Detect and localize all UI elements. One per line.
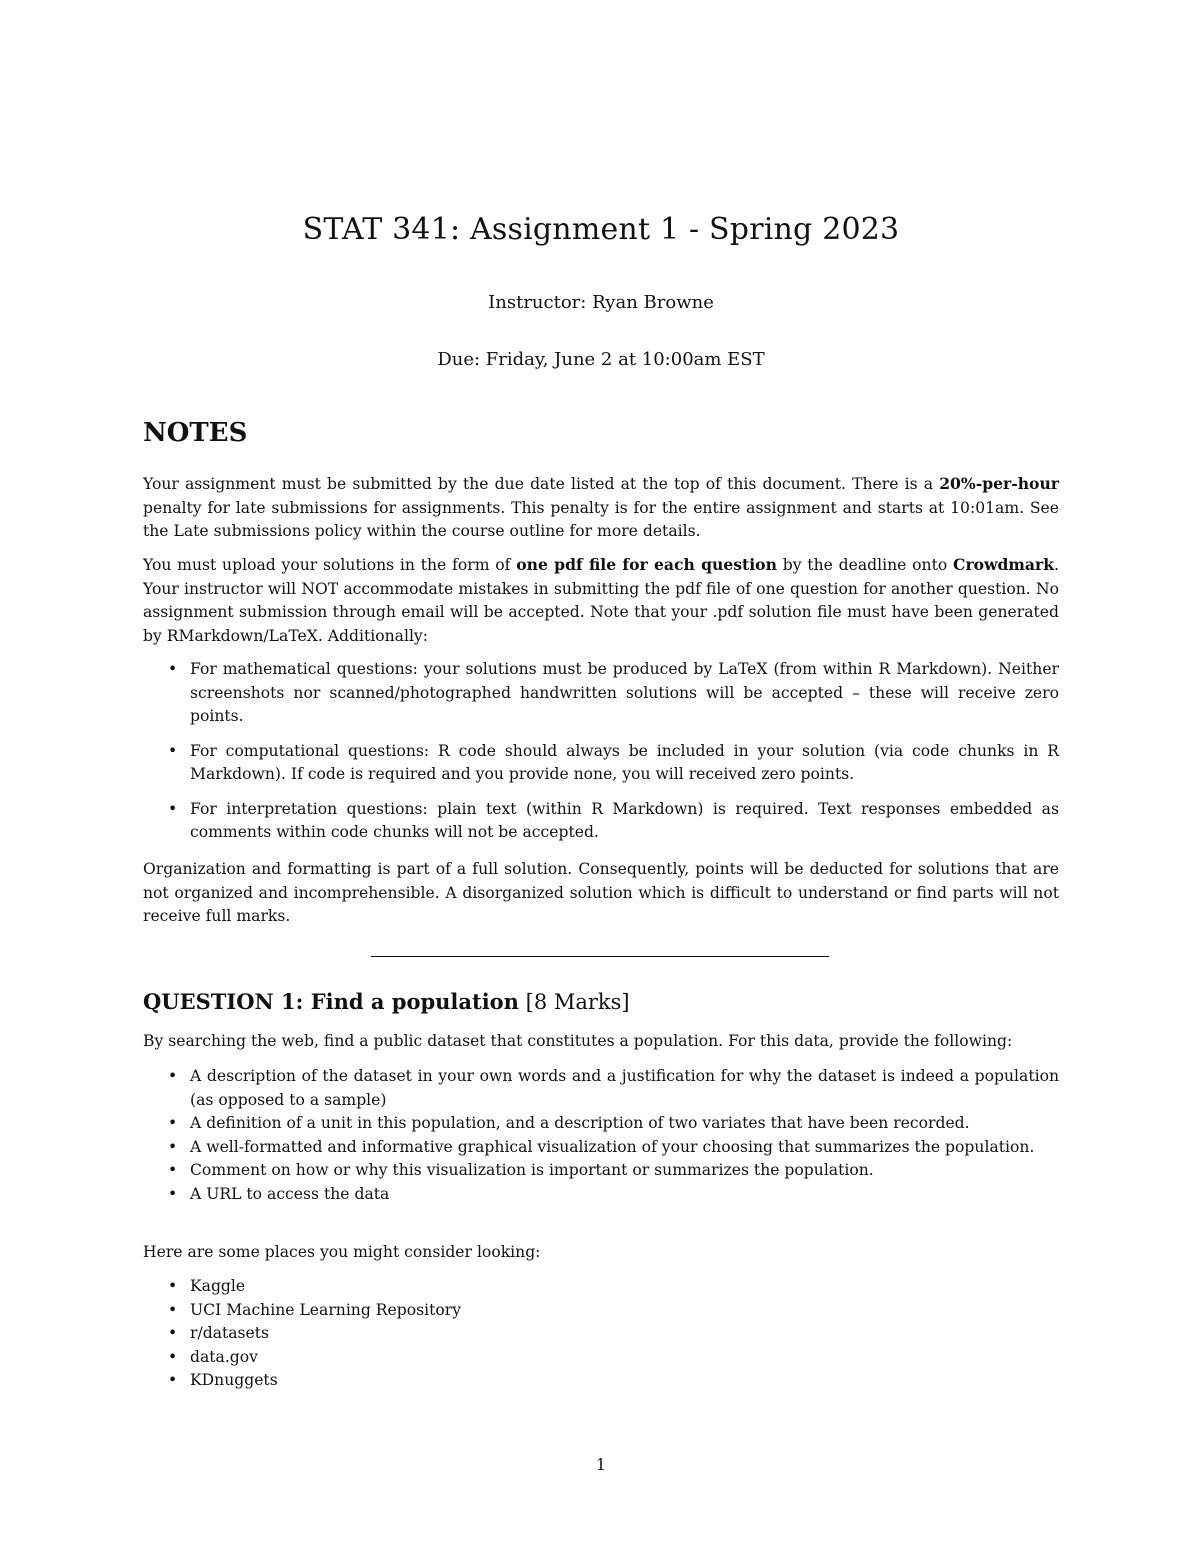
bullet-dot-icon: • xyxy=(168,1137,178,1156)
list-item-text: For interpretation questions: plain text (within R Markdown) is required. Text responses embedded as comments within code chunks will not be accepted. xyxy=(190,799,1059,841)
list-item xyxy=(143,1299,1059,1323)
notes-para1-text-a: Your assignment must be submitted by the due date listed at the top of this document. There is a xyxy=(143,475,940,493)
list-item-text: For mathematical questions: your solutions must be produced by LaTeX (from within R Markdown). Neither screenshots nor scanned/photographed handwritten solutions will be accepted – these will receive zero points. xyxy=(190,660,1059,725)
notes-para2-bold-crowdmark: Crowdmark xyxy=(953,555,1055,574)
notes-para2-text-b: by the deadline onto xyxy=(776,556,954,574)
bullet-dot-icon: • xyxy=(168,1161,178,1179)
bullet-dot-icon: • xyxy=(168,1371,178,1389)
list-item-text: data.gov xyxy=(190,1347,258,1366)
notes-para1-text-b: penalty for late submissions for assignments. This penalty is for the entire assignment and starts at 10:01am. See the Late submissions policy within the course outline for more details. xyxy=(143,498,1059,540)
bullet-dot-icon: • xyxy=(168,1347,178,1366)
list-item-text: r/datasets xyxy=(190,1324,270,1342)
list-item-text: Kaggle xyxy=(190,1277,246,1295)
list-item xyxy=(143,740,1059,787)
notes-para2-bold-one-pdf: one pdf file for each question xyxy=(516,555,777,574)
question-1-places-intro: Here are some places you might consider looking: xyxy=(143,1243,541,1261)
list-item-text: A definition of a unit in this population, and a description of two variates that have been recorded. xyxy=(190,1114,970,1132)
list-item xyxy=(143,1112,1059,1136)
bullet-dot-icon: • xyxy=(168,1184,178,1203)
list-item-text: Comment on how or why this visualization is important or summarizes the population. xyxy=(190,1161,874,1179)
list-item xyxy=(143,1159,1059,1183)
list-item xyxy=(143,1346,1059,1370)
question-1-title: QUESTION 1: Find a population xyxy=(143,989,519,1014)
bullet-dot-icon: • xyxy=(168,799,178,818)
bullet-dot-icon: • xyxy=(168,1114,178,1132)
page-number: 1 xyxy=(596,1456,606,1474)
list-item xyxy=(143,1322,1059,1346)
question-1-heading xyxy=(143,989,630,1014)
instructor-line: Instructor: Ryan Browne xyxy=(488,292,714,313)
list-item xyxy=(143,798,1059,845)
notes-para2-text-c: . Your instructor will NOT accommodate mistakes in submitting the pdf file of one question for another question. No assignment submission through email will be accepted. Note that your .pdf solution file must have been generated by RMarkdown/LaTeX. Additionally: xyxy=(143,556,1059,645)
list-item-text: For computational questions: R code should always be included in your solution (via code chunks in R Markdown). If code is required and you provide none, you will received zero points. xyxy=(190,741,1059,783)
bullet-dot-icon: • xyxy=(168,1300,178,1319)
list-item-text: A description of the dataset in your own words and a justification for why the dataset is indeed a population (as opposed to a sample) xyxy=(190,1067,1059,1109)
list-item-text: A well-formatted and informative graphical visualization of your choosing that summarizes the population. xyxy=(190,1137,1035,1156)
list-item xyxy=(143,658,1059,729)
question-1-intro: By searching the web, find a public dataset that constitutes a population. For this data, provide the following: xyxy=(143,1032,1013,1050)
bullet-dot-icon: • xyxy=(168,741,178,760)
bullet-dot-icon: • xyxy=(168,660,178,678)
notes-paragraph-late-policy xyxy=(143,472,1059,544)
list-item xyxy=(143,1065,1059,1112)
list-item-text: A URL to access the data xyxy=(190,1184,390,1203)
notes-question-type-list xyxy=(143,658,1059,856)
document-title: STAT 341: Assignment 1 - Spring 2023 xyxy=(302,212,900,247)
section-divider xyxy=(371,956,829,957)
question-1-requirements-list xyxy=(143,1065,1059,1206)
bullet-dot-icon: • xyxy=(168,1277,178,1295)
list-item xyxy=(143,1369,1059,1393)
question-1-marks: [8 Marks] xyxy=(518,990,630,1014)
list-item xyxy=(143,1183,1059,1207)
notes-paragraph-organization: Organization and formatting is part of a full solution. Consequently, points will be deducted for solutions that are not organized and incomprehensible. A disorganized solution which is difficult to understand or find parts will not receive full marks. xyxy=(143,860,1059,925)
list-item-text: KDnuggets xyxy=(190,1371,278,1389)
list-item-text: UCI Machine Learning Repository xyxy=(190,1300,462,1319)
notes-paragraph-submission xyxy=(143,553,1059,648)
notes-heading: NOTES xyxy=(143,418,248,448)
question-1-places-list xyxy=(143,1275,1059,1393)
bullet-dot-icon: • xyxy=(168,1324,178,1342)
bullet-dot-icon: • xyxy=(168,1067,178,1085)
list-item xyxy=(143,1275,1059,1299)
list-item xyxy=(143,1136,1059,1160)
notes-para2-text-a: You must upload your solutions in the form of xyxy=(143,556,517,574)
due-date-line: Due: Friday, June 2 at 10:00am EST xyxy=(437,349,765,370)
notes-para1-penalty-bold: 20%-per-hour xyxy=(939,474,1059,493)
